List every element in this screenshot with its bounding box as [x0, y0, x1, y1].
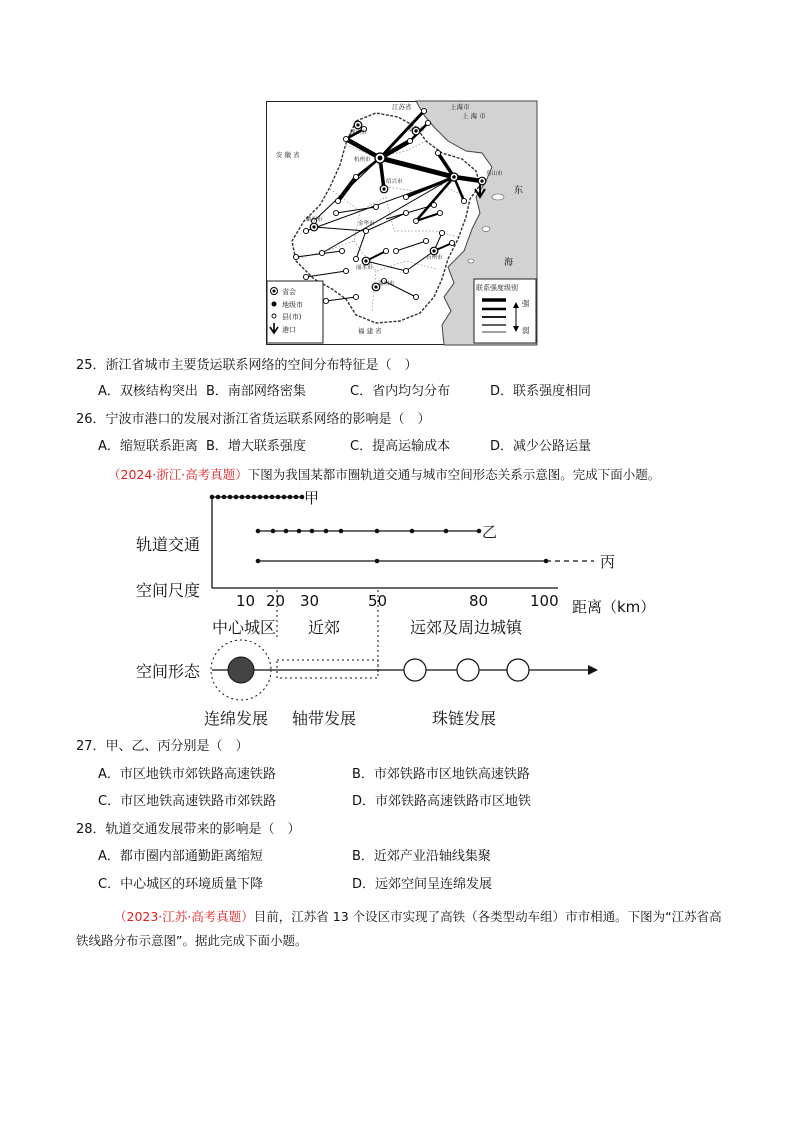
q25-option-a: A．双核结构突出 — [98, 384, 198, 399]
strength-legend-title: 联系强度级别 — [476, 284, 518, 292]
strength-weak: 弱 — [522, 326, 530, 335]
map-label-quzhou: 衢州市 — [306, 217, 323, 223]
zhejiang-freight-map — [266, 101, 537, 345]
station-dot-yi — [477, 529, 482, 534]
q25-option-d: D．联系强度相同 — [490, 384, 592, 399]
station-dot-yi — [339, 529, 344, 534]
legend-prefecture: 地级市 — [282, 301, 303, 309]
source-2024-zhejiang: （2024·浙江·高考真题） — [108, 467, 248, 482]
q25-option-c: C．省内均匀分布 — [350, 384, 451, 399]
map-label-anhui: 安 徽 省 — [276, 151, 300, 159]
intro-2024-text: 下图为我国某都市圈轨道交通与城市空间形态关系示意图。完成下面小题。 — [247, 467, 661, 482]
zone-far: 远郊及周边城镇 — [410, 618, 523, 637]
station-dot-jia — [282, 495, 287, 500]
station-dot-yi — [444, 529, 449, 534]
question-26: 26．宁波市港口的发展对浙江省货运联系网络的影响是（ ） — [76, 412, 431, 427]
map-label-shaoxing: 绍兴市 — [386, 179, 403, 185]
legend-capital: 省会 — [282, 288, 296, 296]
rail-transit-diagram — [120, 488, 656, 733]
legend-port: 港口 — [282, 326, 296, 334]
map-label-sea: 海 — [504, 258, 514, 268]
q27-option-d: D．市郊铁路高速铁路市区地铁 — [352, 794, 532, 809]
station-dot-yi — [271, 529, 276, 534]
station-dot-yi — [410, 529, 415, 534]
station-dot-jia — [234, 495, 239, 500]
map-label-taizhou: 台州市 — [426, 255, 443, 261]
station-dot-yi — [324, 529, 329, 534]
tick-100: 100 — [530, 592, 559, 610]
station-dot-jia — [240, 495, 245, 500]
station-dot-yi — [284, 529, 289, 534]
q28-option-d: D．远郊空间呈连绵发展 — [352, 877, 493, 892]
q26-option-b: B．增大联系强度 — [206, 439, 306, 454]
map-label-fujian: 福 建 省 — [358, 327, 382, 335]
source-2023-jiangsu: （2023·江苏·高考真题） — [114, 909, 254, 924]
station-dot-jia — [270, 495, 275, 500]
q28-option-a: A．都市圈内部通勤距离缩短 — [98, 849, 263, 864]
tick-20: 20 — [266, 592, 286, 610]
map-label-jinhua: 金华市 — [358, 221, 375, 227]
map-label-lishui: 丽水市 — [356, 265, 373, 271]
map-label-hangzhou: 杭州市 — [354, 157, 371, 163]
line-label-bing: 丙 — [600, 553, 616, 571]
q28-option-b: B．近郊产业沿轴线集聚 — [352, 849, 491, 864]
zone-center: 中心城区 — [212, 618, 277, 637]
axis-label-distance: 距离（km） — [572, 598, 656, 616]
q27-option-a: A．市区地铁市郊铁路高速铁路 — [98, 767, 276, 782]
map-label-huzhou: 湖州市 — [350, 130, 367, 136]
row-label-rail: 轨道交通 — [136, 535, 201, 554]
intro-2023-text: 目前，江苏省 13 个设区市实现了高铁（各类型动车组）市市相通。下图为“江苏省高铁线路分布示意图”。据此完成下面小题。 — [76, 909, 722, 948]
intro-2023-jiangsu — [76, 905, 726, 953]
legend-county: 县(市) — [282, 313, 302, 321]
row-label-scale: 空间尺度 — [136, 581, 201, 600]
station-dot-yi — [375, 529, 380, 534]
station-dot-jia — [252, 495, 257, 500]
line-label-jia: 甲 — [304, 489, 320, 507]
question-28: 28．轨道交通发展带来的影响是（ ） — [76, 822, 301, 837]
tick-10: 10 — [236, 592, 256, 610]
q26-option-a: A．缩短联系距离 — [98, 439, 198, 454]
station-dot-jia — [288, 495, 293, 500]
tick-80: 80 — [469, 592, 489, 610]
form-axial: 轴带发展 — [292, 709, 357, 728]
q26-option-c: C．提高运输成本 — [350, 439, 451, 454]
station-dot-jia — [294, 495, 299, 500]
station-dot-jia — [276, 495, 281, 500]
station-dot-yi — [297, 529, 302, 534]
map-label-wenzhou: 温州市 — [378, 281, 395, 287]
q26-option-d: D．减少公路运量 — [490, 439, 592, 454]
station-dot-jia — [264, 495, 269, 500]
tick-30: 30 — [300, 592, 320, 610]
station-dot-yi — [310, 529, 315, 534]
station-dot-yi — [256, 529, 261, 534]
tick-50: 50 — [368, 592, 388, 610]
line-label-yi: 乙 — [482, 523, 498, 541]
map-label-east: 东 — [514, 186, 524, 196]
form-continuous: 连绵发展 — [204, 709, 269, 728]
question-27: 27．甲、乙、丙分别是（ ） — [76, 739, 249, 754]
station-dot-jia — [210, 495, 215, 500]
map-label-jiaxing: 嘉兴市 — [408, 127, 425, 133]
station-dot-jia — [228, 495, 233, 500]
map-label-shanghai-city: 上海市 — [450, 103, 470, 111]
question-25: 25．浙江省城市主要货运联系网络的空间分布特征是（ ） — [76, 358, 418, 373]
q27-option-c: C．市区地铁高速铁路市郊铁路 — [98, 794, 277, 809]
map-label-shanghai: 上 海 市 — [462, 112, 486, 120]
intro-2024-zhejiang — [108, 465, 768, 484]
q28-option-c: C．中心城区的环境质量下降 — [98, 877, 264, 892]
station-dot-jia — [258, 495, 263, 500]
zone-near: 近郊 — [308, 618, 341, 637]
strength-strong: 强 — [522, 299, 530, 308]
station-dot-jia — [222, 495, 227, 500]
map-label-zhoushan: 舟山市 — [486, 171, 503, 177]
map-label-jiangsu: 江苏省 — [392, 103, 412, 111]
q25-option-b: B．南部网络密集 — [206, 384, 306, 399]
q27-option-b: B．市郊铁路市区地铁高速铁路 — [352, 767, 530, 782]
station-dot-jia — [246, 495, 251, 500]
form-bead-chain: 珠链发展 — [432, 709, 497, 728]
row-label-form: 空间形态 — [136, 662, 201, 681]
station-dot-jia — [216, 495, 221, 500]
